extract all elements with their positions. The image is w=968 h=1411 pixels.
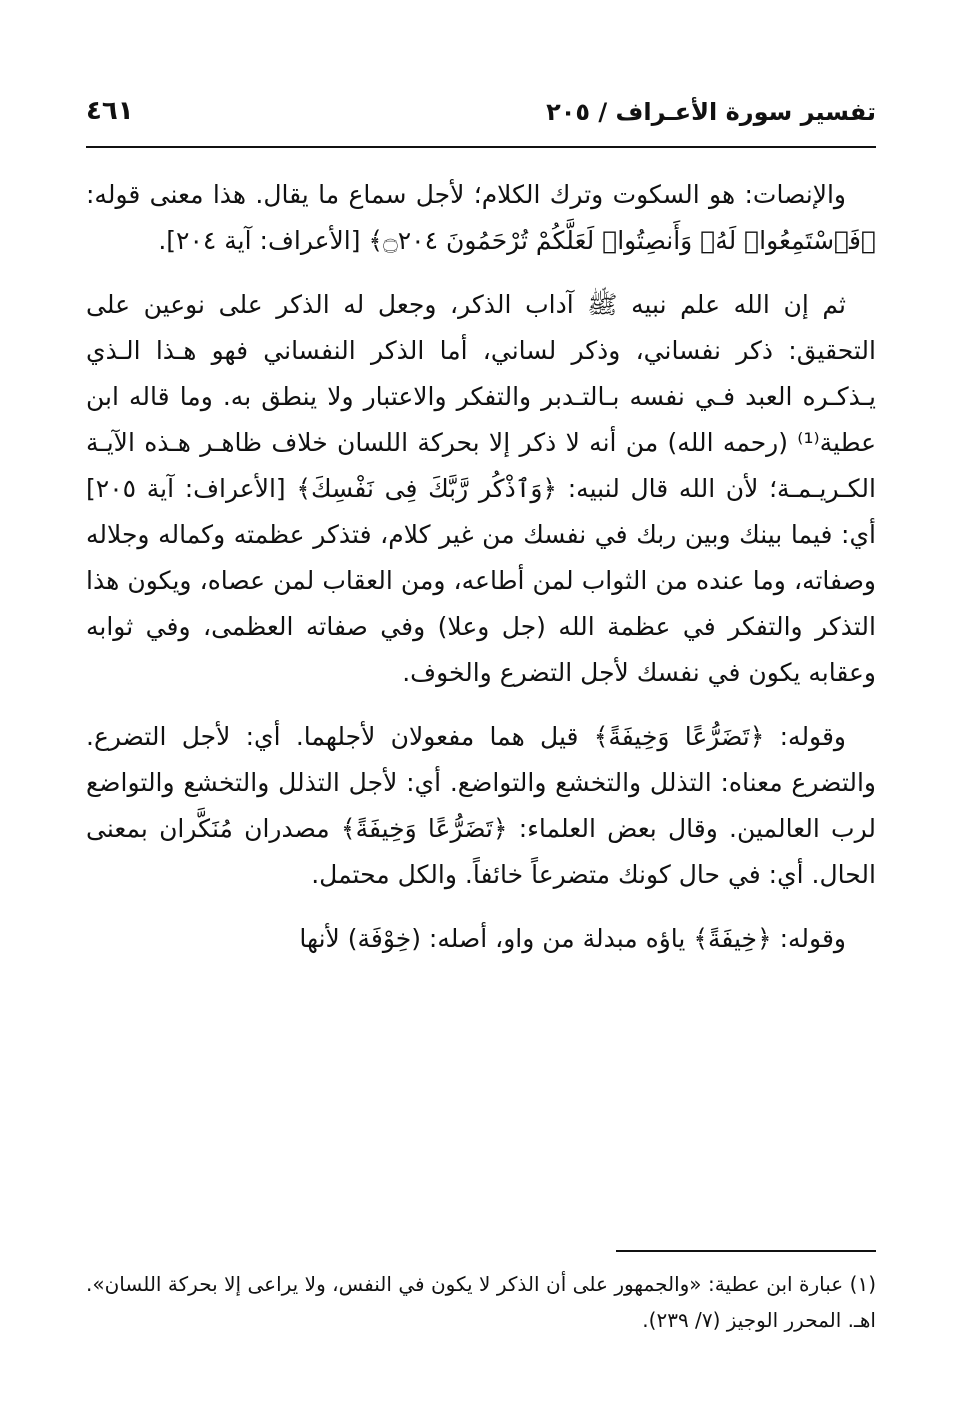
main-text [86,172,876,980]
page-number: ٤٦١ [86,96,134,126]
footnote-divider [616,1250,876,1252]
running-title: تفسير سورة الأعـراف / ٢٠٥ [546,98,876,126]
paragraph-3: وقوله: ﴿تَضَرُّعًا وَخِيفَةً﴾ قيل هما مفعولان لأجلهما. أي: لأجل التضرع. والتضرع معناه: التذلل والتخشع والتواضع. أي: لأجل التذلل والتخشع والتواضع لرب العالمين. وقال بعض العلماء: ﴿تَضَرُّعًا وَخِيفَةً﴾ مصدران مُنَكَّران بمعنى الحال. أي: في حال كونك متضرعاً خائفاً. والكل محتمل. [86,722,876,889]
paragraph-4: وقوله: ﴿خِيفَةً﴾ ياؤه مبدلة من واو، أصله: (خِوْفَة) لأنها [299,924,846,953]
paragraph-1: والإنصات: هو السكوت وترك الكلام؛ لأجل سماع ما يقال. هذا معنى قوله: ﴿فَٱسْتَمِعُوا۟ لَهُۥ وَأَنصِتُوا۟ لَعَلَّكُمْ تُرْحَمُونَ ۝٢٠٤﴾ [الأعراف: آية ٢٠٤]. [86,180,876,255]
paragraph-2: ثم إن الله علم نبيه ﷺ آداب الذكر، وجعل له الذكر على نوعين على التحقيق: ذكر نفساني، وذكر لساني، أما الذكر النفساني فهو هـذا الـذي يـذكـره العبد فـي نفسه بـالتـدبر والتفكر والاعتبار ولا ينطق به. وما قاله ابن عطية⁽¹⁾ (رحمه الله) من أنه لا ذكر إلا بحركة اللسان خلاف ظاهـر هـذه الآيـة الكـريـمـة؛ لأن الله قال لنبيه: ﴿وَٱذْكُر رَّبَّكَ فِى نَفْسِكَ﴾ [الأعراف: آية ٢٠٥] أي: فيما بينك وبين ربك في نفسك من غير كلام، فتذكر عظمته وكماله وجلاله وصفاته، وما عنده من الثواب لمن أطاعه، ومن العقاب لمن عصاه، ويكون هذا التذكر والتفكر في عظمة الله (جل وعلا) وفي صفاته العظمى، وفي ثوابه وعقابه يكون في نفسك لأجل التضرع والخوف. [86,290,876,687]
footnote: (١) عبارة ابن عطية: «والجمهور على أن الذكر لا يكون في النفس، ولا يراعى إلا بحركة اللسان». اهـ. المحرر الوجيز (٧/ ٢٣٩). [86,1272,876,1332]
page-header [86,96,876,148]
